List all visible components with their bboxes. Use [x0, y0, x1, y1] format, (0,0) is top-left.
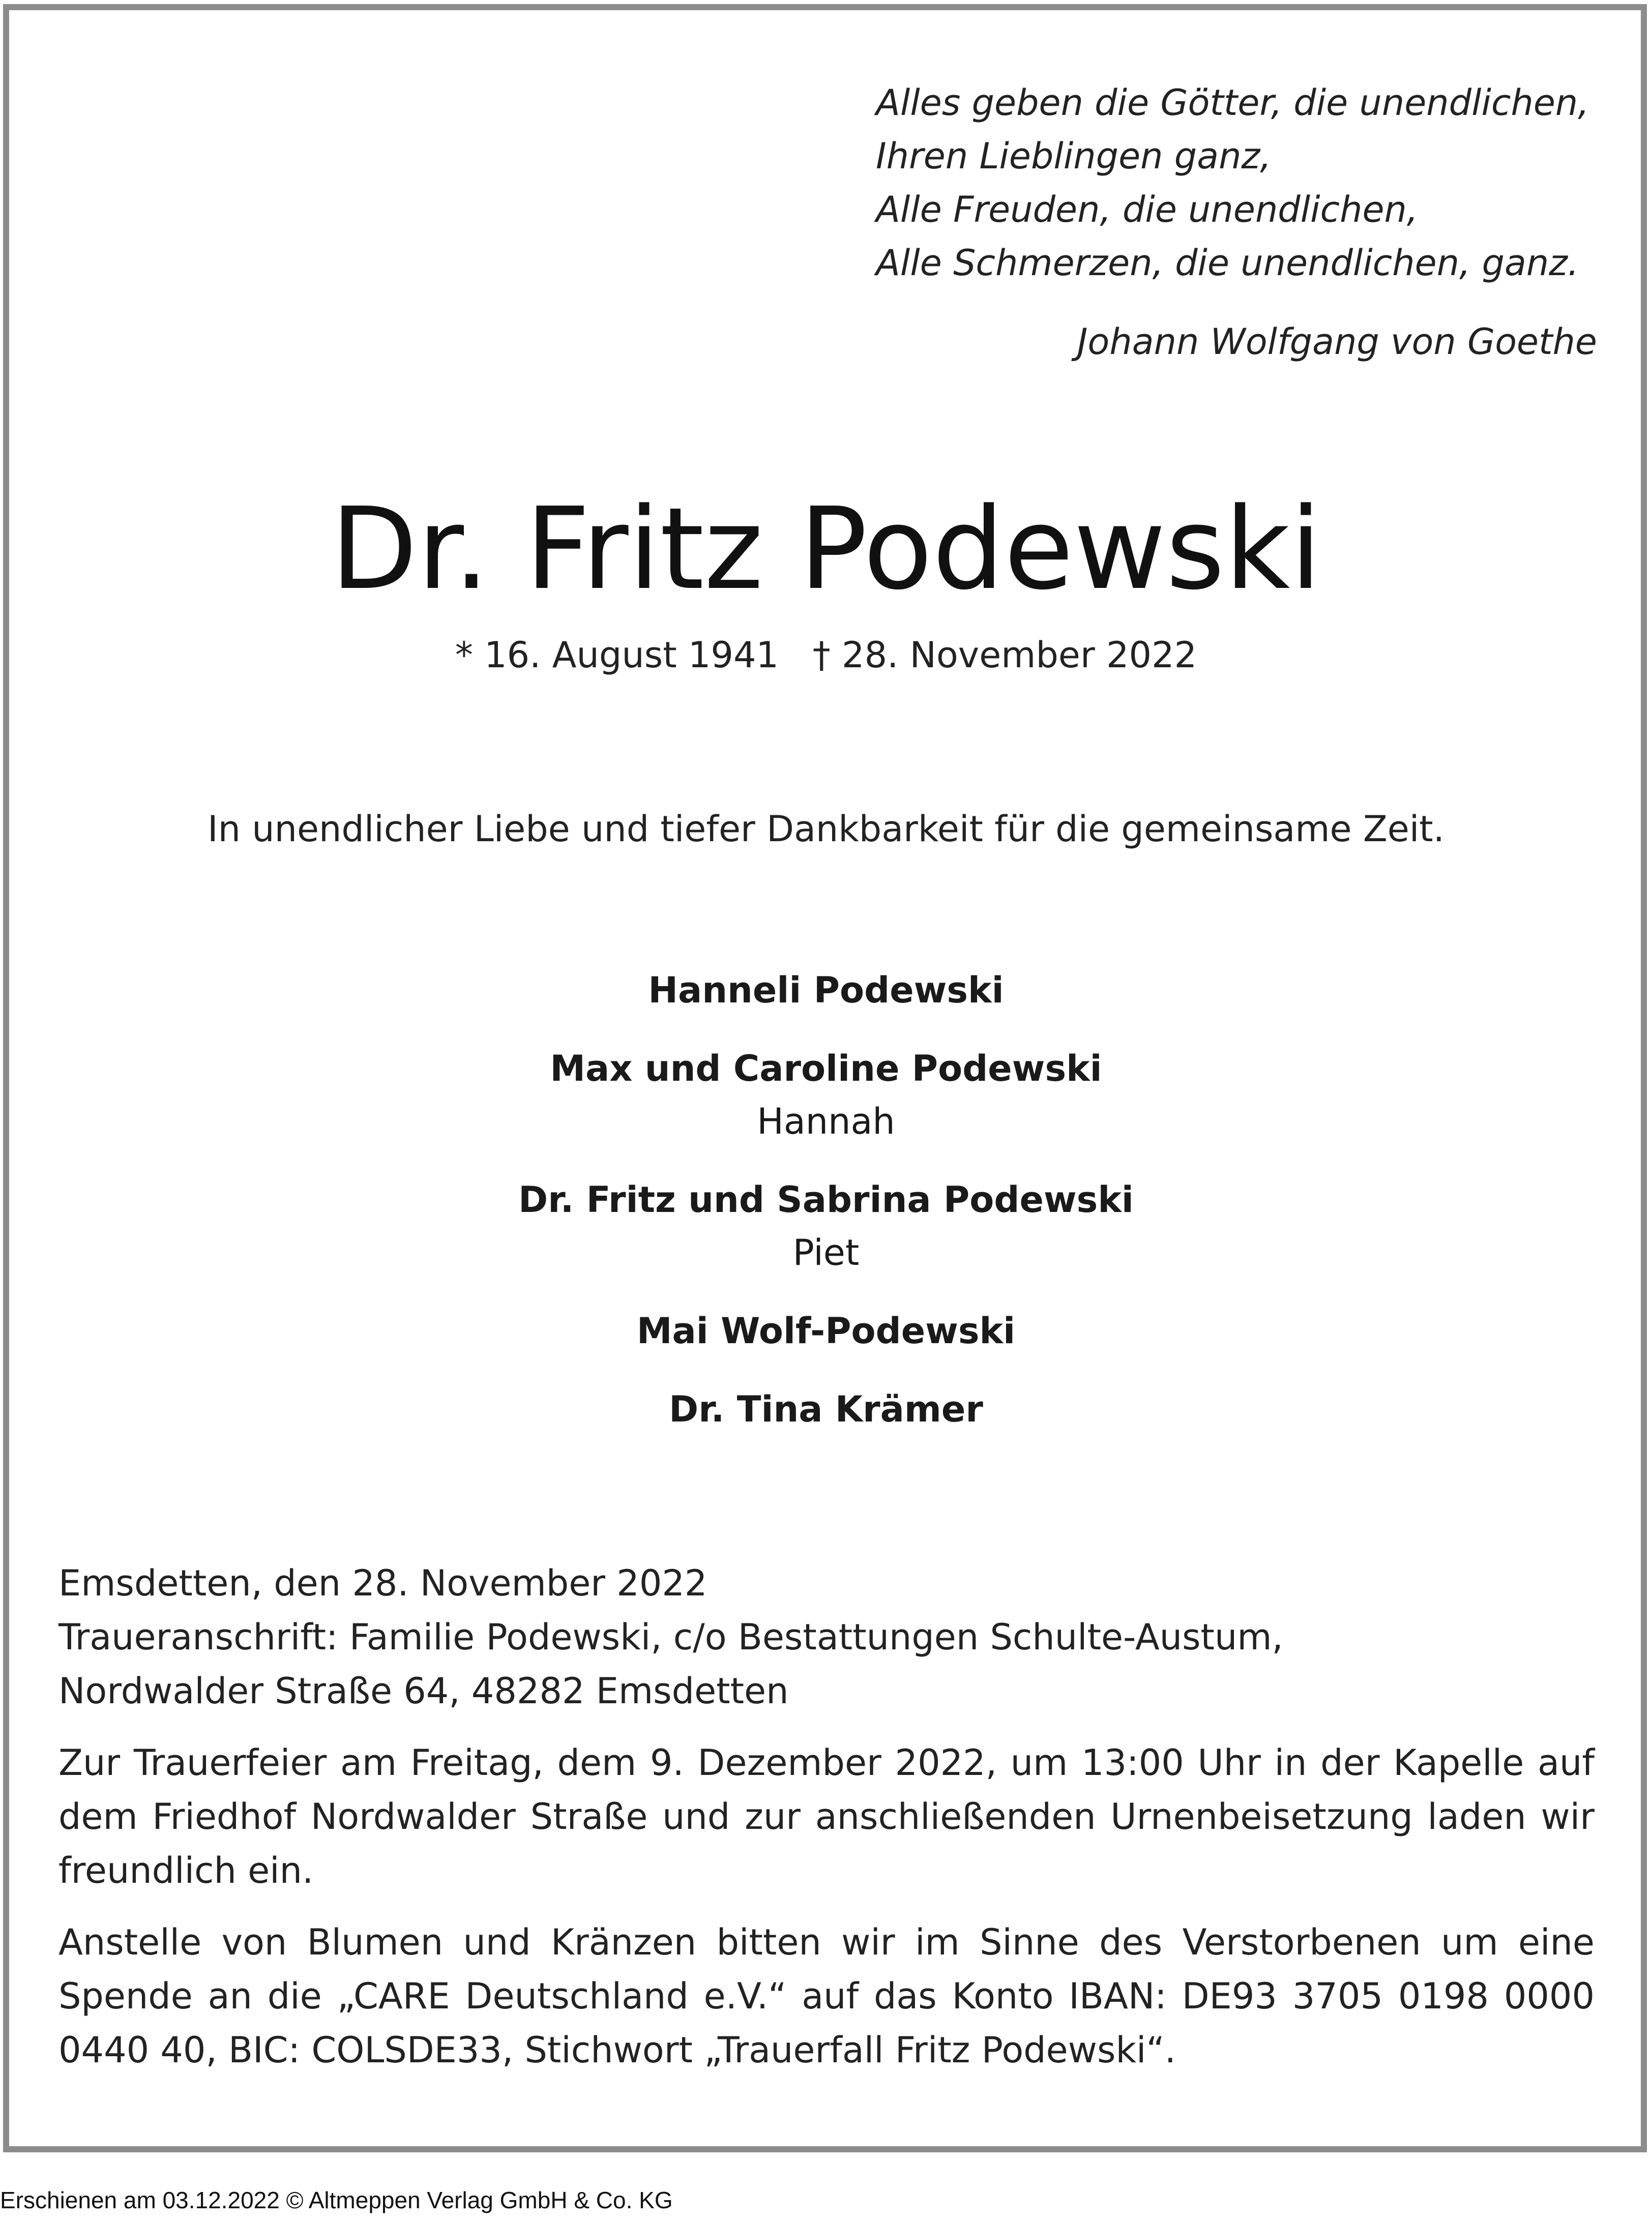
publication-footer: Erschienen am 03.12.2022 © Altmeppen Verlag GmbH & Co. KG [0, 2187, 673, 2213]
address-block [58, 1556, 1595, 1718]
deceased-name: Dr. Fritz Podewski [330, 484, 1322, 615]
dedication-text: In unendlicher Liebe und tiefer Dankbarkeit für die gemeinsame Zeit. [208, 808, 1444, 850]
donation-text: Anstelle von Blumen und Kränzen bitten wir im Sinne des Verstorbenen um eine Spende an die „CARE Deutschland e.V.“ auf das Konto IBAN: DE93 3705 0198 0000 0440 40, BIC: COLSDE33, Stichwort „Trauerfall Fritz Podewski“. [58, 1921, 1595, 2071]
mourning-address-street: Nordwalder Straße 64, 48282 Emsdetten [58, 1670, 789, 1712]
goethe-quote [876, 76, 1598, 290]
mourner-entry [0, 1383, 1652, 1436]
mourner-name: Dr. Fritz und Sabrina Podewski [518, 1179, 1134, 1221]
quote-line: Ihren Lieblingen ganz, [876, 135, 1272, 177]
mourner-entry [0, 964, 1652, 1017]
mourning-address: Traueranschrift: Familie Podewski, c/o Bestattungen Schulte-Austum, [58, 1616, 1283, 1658]
mourner-entry [0, 1305, 1652, 1357]
mourner-entry [0, 1173, 1652, 1279]
quote-line: Alles geben die Götter, die unendlichen, [876, 82, 1589, 124]
mourner-entry [0, 1042, 1652, 1148]
mourner-name: Mai Wolf-Podewski [636, 1310, 1016, 1352]
quote-line: Alle Freuden, die unendlichen, [876, 189, 1419, 230]
quote-line: Alle Schmerzen, die unendlichen, ganz. [876, 242, 1579, 284]
mourner-name: Dr. Tina Krämer [669, 1388, 983, 1430]
mourners-list [0, 964, 1652, 1461]
life-dates: * 16. August 1941 † 28. November 2022 [455, 634, 1197, 676]
quote-author: Johann Wolfgang von Goethe [1077, 321, 1597, 363]
mourner-name: Max und Caroline Podewski [550, 1048, 1102, 1089]
mourner-child: Piet [792, 1232, 860, 1273]
mourner-child: Hannah [757, 1101, 895, 1142]
ceremony-text: Zur Trauerfeier am Freitag, dem 9. Dezember 2022, um 13:00 Uhr in der Kapelle auf dem Friedhof Nordwalder Straße und zur anschließenden Urnenbeisetzung laden wir freundlich ein. [58, 1742, 1595, 1891]
place-date: Emsdetten, den 28. November 2022 [58, 1562, 707, 1604]
mourner-name: Hanneli Podewski [648, 969, 1004, 1011]
funeral-info [58, 1556, 1595, 2095]
